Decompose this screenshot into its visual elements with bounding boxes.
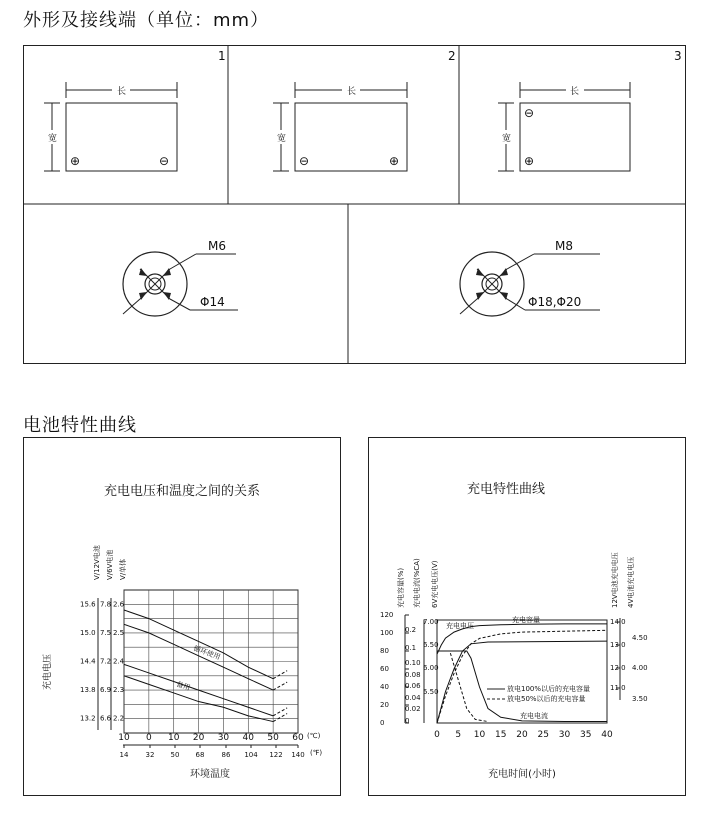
section-title-dimensions: 外形及接线端（单位：mm） <box>23 10 270 31</box>
tick-label-6v: 5.50 <box>423 688 439 696</box>
tick-label-celsius: 50 <box>267 733 279 743</box>
tick-label-capacity: 120 <box>380 611 394 619</box>
panel-1-number: 1 <box>218 49 226 63</box>
capacity-line <box>437 630 607 723</box>
panel-3-width-label: 宽 <box>502 134 512 144</box>
negative-terminal-icon: ⊖ <box>299 154 310 168</box>
tick-label-capacity: 80 <box>380 647 389 655</box>
tick-label-celsius: 0 <box>145 733 152 743</box>
tick-label-12v: 14.0 <box>610 618 626 626</box>
panel-2-number: 2 <box>448 49 456 63</box>
chart-2-xlabel: 充电时间(小时) <box>488 769 556 780</box>
tick-label-6v: 7.2 <box>100 657 112 666</box>
y-axis-title-6v: V/6V电池 <box>106 549 114 580</box>
tick-label-12v: 11.0 <box>610 684 626 692</box>
positive-terminal-icon: ⊕ <box>70 154 81 168</box>
panel-3-length-label: 长 <box>570 87 580 97</box>
right-axis-title-4v: 4V电池充电电压 <box>627 556 635 608</box>
tick-label-fahrenheit: 32 <box>145 751 155 759</box>
annotation-standby: 备用 <box>175 680 192 693</box>
left-axis-title-capacity: 充电容量(%) <box>397 567 405 608</box>
tick-label-current: 0.04 <box>405 694 421 702</box>
tick-label-4v: 4.00 <box>632 664 648 672</box>
tick-label-fahrenheit: 122 <box>269 751 283 759</box>
left-axis-title-6v: 6V充电电压(V) <box>431 560 439 608</box>
y-axis-title-cell: V/单体 <box>119 558 127 580</box>
tick-label-current: 0.06 <box>405 682 421 690</box>
tick-label-time: 10 <box>473 730 486 740</box>
positive-terminal-icon: ⊕ <box>524 154 535 168</box>
tick-label-12v: 12.0 <box>610 664 626 672</box>
tick-label-capacity: 20 <box>380 701 389 709</box>
section-title-curves: 电池特性曲线 <box>23 415 137 436</box>
tick-label-celsius: 10 <box>118 733 130 743</box>
tick-label-capacity: 0 <box>380 719 385 727</box>
chart-2-title: 充电特性曲线 <box>466 482 546 497</box>
tick-label-current: 0.2 <box>405 626 417 634</box>
tick-label-6v: 6.50 <box>423 641 439 649</box>
x-fahrenheit-unit: (℉) <box>310 749 323 757</box>
tick-label-time: 35 <box>580 730 592 740</box>
tick-label-6v: 6.00 <box>423 664 439 672</box>
tick-label-12v: 15.6 <box>80 600 96 609</box>
tick-label-celsius: 40 <box>242 733 255 743</box>
panel-3-number: 3 <box>674 49 682 63</box>
panel-1-length-label: 长 <box>117 87 127 97</box>
tick-label-cell: 2.4 <box>113 657 125 666</box>
y-axis-title-12v: V/12V电池 <box>93 545 101 580</box>
negative-terminal-icon: ⊖ <box>159 154 170 168</box>
tick-label-fahrenheit: 50 <box>170 751 180 759</box>
tick-label-12v: 14.4 <box>80 657 96 666</box>
tick-label-6v: 6.9 <box>100 686 112 695</box>
capacity-line-100 <box>437 641 607 723</box>
legend-item-100: 放电100%以后的充电容量 <box>507 685 591 693</box>
tick-label-current: 0.02 <box>405 705 421 713</box>
tick-label-current: 0.10 <box>405 659 421 667</box>
negative-terminal-icon: ⊖ <box>524 106 535 120</box>
current-line-50 <box>437 651 488 722</box>
tick-label-4v: 3.50 <box>632 695 648 703</box>
terminal-m8-thread: M8 <box>555 239 573 253</box>
tick-label-capacity: 60 <box>380 665 389 673</box>
chart-1-xlabel: 环境温度 <box>190 769 230 780</box>
tick-label-current: 0.08 <box>405 671 421 679</box>
tick-label-6v: 7.00 <box>423 618 439 626</box>
tick-label-cell: 2.6 <box>113 600 125 609</box>
terminal-m6-thread: M6 <box>208 239 226 253</box>
tick-label-celsius: 10 <box>167 733 180 743</box>
panel-1-width-label: 宽 <box>48 134 58 144</box>
tick-label-6v: 7.8 <box>100 600 112 609</box>
tick-label-capacity: 100 <box>380 629 394 637</box>
panel-2-length-label: 长 <box>347 87 357 97</box>
left-axis-title-current: 充电电流(%CA) <box>413 558 421 608</box>
tick-label-12v: 13.2 <box>80 714 96 723</box>
tick-label-6v: 7.5 <box>100 628 112 637</box>
x-celsius-unit: (℃) <box>307 732 321 740</box>
chart-1-title: 充电电压和温度之间的关系 <box>103 484 261 499</box>
tick-label-cell: 2.3 <box>113 686 125 695</box>
annotation-charge-voltage: 充电电压 <box>446 622 474 630</box>
tick-label-fahrenheit: 140 <box>291 751 305 759</box>
tick-label-time: 20 <box>516 730 528 740</box>
legend-item-50: 放电50%以后的充电容量 <box>507 695 586 703</box>
tick-label-current: 0 <box>405 717 410 725</box>
annotation-cycle-use: 循环使用 <box>192 644 222 662</box>
tick-label-cell: 2.5 <box>113 628 125 637</box>
positive-terminal-icon: ⊕ <box>389 154 400 168</box>
chart-1-ylabel: 充电电压 <box>43 653 53 690</box>
tick-label-fahrenheit: 68 <box>195 751 205 759</box>
tick-label-time: 0 <box>434 730 440 740</box>
tick-label-time: 5 <box>455 730 462 740</box>
tick-label-time: 40 <box>601 730 613 740</box>
tick-label-12v: 13.0 <box>610 641 626 649</box>
tick-label-fahrenheit: 86 <box>221 751 231 759</box>
terminal-m6-diameter: Φ14 <box>200 295 225 309</box>
annotation-charge-current: 充电电流 <box>520 712 548 720</box>
tick-label-time: 30 <box>558 730 571 740</box>
plot-area <box>437 620 607 723</box>
tick-label-capacity: 40 <box>380 683 389 691</box>
terminal-m8-diameter: Φ18,Φ20 <box>528 295 582 309</box>
right-axis-title-12v: 12V电池充电电压 <box>611 552 619 608</box>
panel-2-width-label: 宽 <box>277 134 287 144</box>
tick-label-time: 25 <box>537 730 549 740</box>
annotation-charge-capacity: 充电容量 <box>512 616 540 624</box>
tick-label-current: 0.1 <box>405 644 417 652</box>
tick-label-fahrenheit: 104 <box>244 751 258 759</box>
tick-label-12v: 13.8 <box>80 686 96 695</box>
tick-label-celsius: 60 <box>292 733 304 743</box>
tick-label-time: 15 <box>495 730 507 740</box>
tick-label-cell: 2.2 <box>113 714 125 723</box>
tick-label-celsius: 20 <box>192 733 205 743</box>
tick-label-6v: 6.6 <box>100 714 112 723</box>
tick-label-fahrenheit: 14 <box>119 751 129 759</box>
tick-label-4v: 4.50 <box>632 634 648 642</box>
tick-label-12v: 15.0 <box>80 628 96 637</box>
tick-label-celsius: 30 <box>217 733 230 743</box>
